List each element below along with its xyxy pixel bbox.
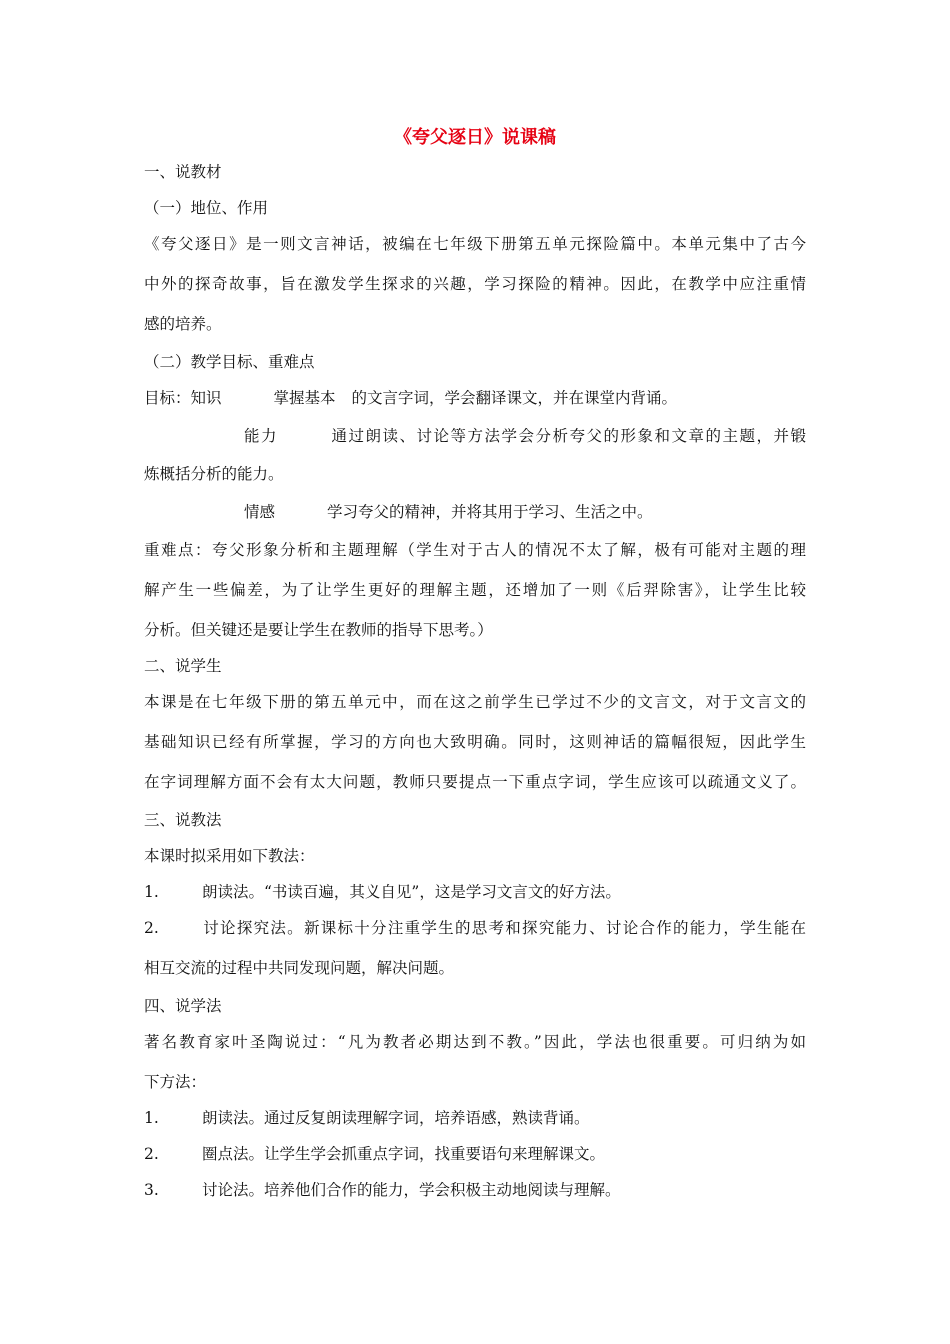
section-heading: 二、说学生 xyxy=(144,657,222,675)
paragraph-line: 著名教育家叶圣陶说过：“凡为教者必期达到不教。”因此，学法也很重要。可归纳为如 xyxy=(144,1033,806,1051)
goal-text: 掌握基本 xyxy=(273,389,336,407)
ability-label: 能力 xyxy=(244,427,278,445)
list-number: 2. xyxy=(144,919,159,937)
emotion-line xyxy=(244,500,653,524)
list-item xyxy=(144,916,806,940)
list-number: 2. xyxy=(144,1145,159,1163)
emotion-label: 情感 xyxy=(244,503,276,521)
paragraph-line: 在字词理解方面不会有太大问题，教师只要提点一下重点字词，学生应该可以疏通文义了。 xyxy=(144,773,806,791)
goal-line xyxy=(144,386,677,410)
section-heading: 三、说教法 xyxy=(144,811,222,829)
paragraph-line: 《夸父逐日》是一则文言神话，被编在七年级下册第五单元探险篇中。本单元集中了古今 xyxy=(144,235,806,253)
paragraph-line: 感的培养。 xyxy=(144,315,222,333)
list-text: 讨论法。培养他们合作的能力，学会积极主动地阅读与理解。 xyxy=(202,1181,621,1199)
paragraph-line: 分析。但关键还是要让学生在教师的指导下思考。） xyxy=(144,621,493,639)
ability-line xyxy=(244,424,806,448)
paragraph-line: 下方法： xyxy=(144,1073,207,1091)
ability-text: 通过朗读、讨论等方法学会分析夸父的形象和文章的主题，并锻 xyxy=(330,427,806,445)
paragraph-line: 相互交流的过程中共同发现问题，解决问题。 xyxy=(144,959,455,977)
goal-text: 的文言字词，学会翻译课文，并在课堂内背诵。 xyxy=(351,389,678,407)
document-title: 《夸父逐日》说课稿 xyxy=(394,127,556,148)
subsection-heading: （二）教学目标、重难点 xyxy=(144,353,315,371)
paragraph-line: 炼概括分析的能力。 xyxy=(144,465,284,483)
list-item xyxy=(144,1106,590,1130)
section-heading: 四、说学法 xyxy=(144,997,222,1015)
subsection-heading: （一）地位、作用 xyxy=(144,199,269,217)
list-text: 圈点法。让学生学会抓重点字词，找重要语句来理解课文。 xyxy=(202,1145,606,1163)
paragraph-line: 解产生一些偏差，为了让学生更好的理解主题，还增加了一则《后羿除害》，让学生比较 xyxy=(144,581,806,599)
list-text: 朗读法。通过反复朗读理解字词，培养语感，熟读背诵。 xyxy=(202,1109,590,1127)
paragraph-line: 本课是在七年级下册的第五单元中，而在这之前学生已学过不少的文言文，对于文言文的 xyxy=(144,693,806,711)
goal-label: 目标：知识 xyxy=(144,389,222,407)
paragraph-line: 本课时拟采用如下教法： xyxy=(144,847,315,865)
list-text: 讨论探究法。新课标十分注重学生的思考和探究能力、讨论合作的能力，学生能在 xyxy=(202,919,806,937)
paragraph-line: 重难点：夸父形象分析和主题理解（学生对于古人的情况不太了解，极有可能对主题的理 xyxy=(144,541,806,559)
list-item xyxy=(144,1142,605,1166)
section-heading: 一、说教材 xyxy=(144,163,222,181)
list-number: 1. xyxy=(144,883,159,901)
paragraph-line: 基础知识已经有所掌握，学习的方向也大致明确。同时，这则神话的篇幅很短，因此学生 xyxy=(144,733,806,751)
emotion-text: 学习夸父的精神，并将其用于学习、生活之中。 xyxy=(327,503,653,521)
list-number: 1. xyxy=(144,1109,159,1127)
list-item xyxy=(144,1178,621,1202)
list-text: 朗读法。“书读百遍，其义自见”，这是学习文言文的好方法。 xyxy=(202,883,621,901)
list-item xyxy=(144,880,621,904)
paragraph-line: 中外的探奇故事，旨在激发学生探求的兴趣，学习探险的精神。因此，在教学中应注重情 xyxy=(144,275,806,293)
list-number: 3. xyxy=(144,1181,159,1199)
